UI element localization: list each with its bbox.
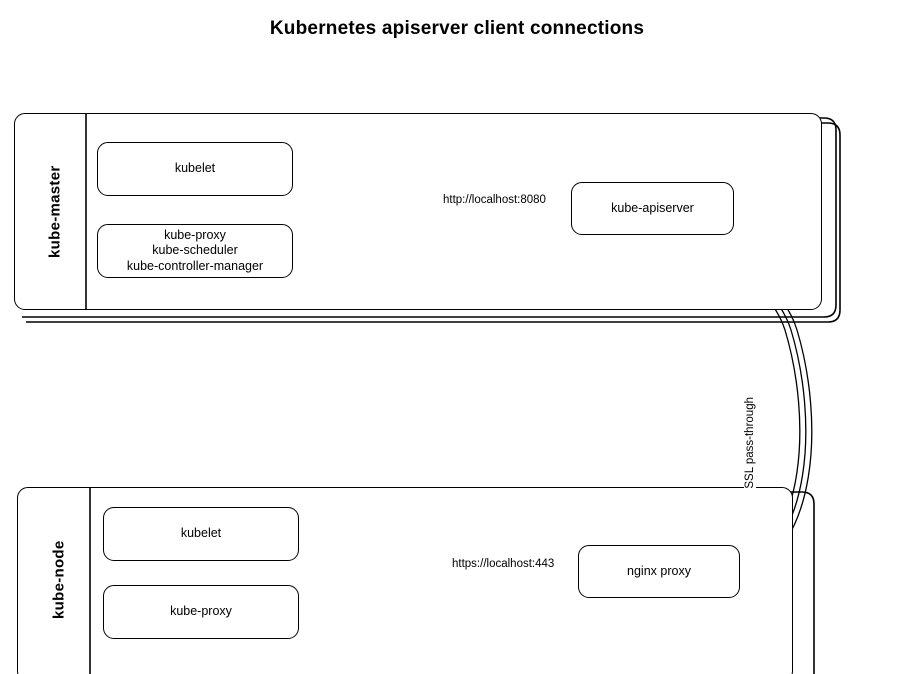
controllers-line-kube-proxy: kube-proxy xyxy=(164,227,226,242)
node-connection-label: https://localhost:443 xyxy=(452,558,555,570)
node-kubelet-box[interactable]: kubelet xyxy=(103,507,299,561)
master-connection-label: http://localhost:8080 xyxy=(443,194,546,206)
kube-master-zone-label: kube-master xyxy=(46,165,64,259)
nginx-proxy-box[interactable]: nginx proxy xyxy=(578,545,740,598)
kube-node-zone-label: kube-node xyxy=(50,540,68,620)
controllers-line-kube-controller-manager: kube-controller-manager xyxy=(126,258,264,273)
node-kube-proxy-box[interactable]: kube-proxy xyxy=(103,585,299,639)
ssl-pass-through-label: SSL pass-through xyxy=(744,397,756,489)
controllers-line-kube-scheduler: kube-scheduler xyxy=(152,243,238,258)
kube-apiserver-box[interactable]: kube-apiserver xyxy=(571,182,734,235)
page-title: Kubernetes apiserver client connections xyxy=(269,18,645,39)
master-kubelet-box[interactable]: kubelet xyxy=(97,142,293,196)
